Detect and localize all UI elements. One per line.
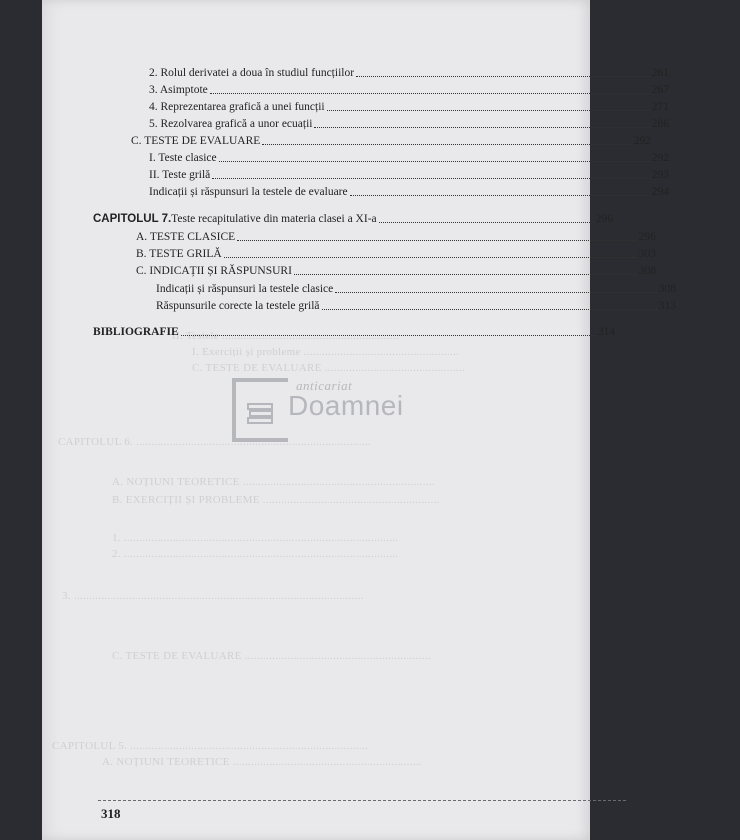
footer-rule bbox=[98, 800, 626, 803]
bleed-through-text: A. NOȚIUNI TEORETICE ............................................................... bbox=[112, 476, 435, 488]
toc-entry-page: 267 bbox=[651, 84, 669, 96]
toc-entry-page: 292 bbox=[633, 135, 651, 147]
page-number: 318 bbox=[101, 806, 121, 821]
dot-leader bbox=[262, 143, 631, 145]
toc-entry bbox=[42, 228, 656, 244]
toc-entry bbox=[42, 245, 656, 261]
dot-leader bbox=[219, 160, 650, 162]
toc-entry bbox=[42, 132, 651, 148]
dot-leader bbox=[327, 109, 650, 111]
dot-leader bbox=[294, 273, 637, 275]
toc-entry bbox=[42, 81, 669, 97]
toc-entry-page: 296 bbox=[638, 231, 656, 243]
dot-leader bbox=[335, 291, 657, 293]
toc-entry-title: Răspunsurile corecte la testele grilă bbox=[156, 300, 320, 312]
toc-entry-page: 296 bbox=[595, 213, 613, 225]
toc-entry bbox=[42, 323, 615, 339]
dot-leader bbox=[356, 75, 650, 77]
toc-entry bbox=[42, 297, 676, 313]
bleed-through-text: 2. .......................................................................................... bbox=[112, 548, 399, 560]
books-icon bbox=[246, 402, 274, 426]
dot-leader bbox=[350, 194, 650, 196]
bleed-through-text: CAPITOLUL 6. ............................................................................. bbox=[58, 436, 371, 448]
toc-entry-page: 261 bbox=[651, 67, 669, 79]
dot-leader bbox=[224, 256, 637, 258]
toc-entry-page: 313 bbox=[658, 300, 676, 312]
dot-leader bbox=[322, 308, 657, 310]
toc-entry bbox=[42, 64, 669, 80]
toc-entry bbox=[42, 262, 656, 278]
toc-entry-page: 293 bbox=[651, 169, 669, 181]
bleed-through-text: I. Exerciții și probleme ................................................... bbox=[192, 346, 460, 358]
chapter-label: CAPITOLUL 7. bbox=[93, 213, 172, 225]
book-page bbox=[42, 0, 676, 840]
toc-entry bbox=[42, 115, 669, 131]
bleed-through-text: CAPITOLUL 5. .............................................................................. bbox=[52, 740, 369, 752]
bleed-through-text: C. TESTE DE EVALUARE .............................................. bbox=[192, 362, 465, 374]
dot-leader bbox=[181, 334, 596, 336]
toc-entry-title: Indicații și răspunsuri la testele de evaluare bbox=[149, 186, 348, 198]
toc-entry-title: I. Teste clasice bbox=[149, 152, 217, 164]
toc-entry-title: Teste recapitulative din materia clasei a XI-a bbox=[171, 213, 377, 225]
toc-entry-title: 2. Rolul derivatei a doua în studiul funcțiilor bbox=[149, 67, 355, 79]
bleed-through-text: II. Testele .......................................................... bbox=[172, 330, 399, 342]
toc-entry-title: A. TESTE CLASICE bbox=[136, 231, 236, 243]
toc-entry-title: BIBLIOGRAFIE bbox=[93, 326, 179, 338]
toc-entry-title: Indicații și răspunsuri la testele clasice bbox=[156, 283, 334, 295]
bleed-through-text: B. EXERCIȚII ȘI PROBLEME .......................................................... bbox=[112, 494, 440, 506]
bleed-through-text: 1. .......................................................................................... bbox=[112, 532, 399, 544]
dot-leader bbox=[237, 239, 637, 241]
watermark-small-text: anticariat bbox=[296, 378, 353, 393]
toc-entry-page: 286 bbox=[651, 118, 669, 130]
toc-entry-page: 292 bbox=[651, 152, 669, 164]
toc-chapter-entry bbox=[42, 210, 613, 226]
dot-leader bbox=[212, 177, 649, 179]
toc-entry-page: 314 bbox=[597, 326, 615, 338]
toc-entry-title: 3. Asimptote bbox=[149, 84, 208, 96]
dot-leader bbox=[314, 126, 649, 128]
toc-entry-title: 5. Rezolvarea grafică a unor ecuații bbox=[149, 118, 313, 130]
toc-entry-page: 271 bbox=[651, 101, 669, 113]
bleed-through-text: C. TESTE DE EVALUARE ............................................................. bbox=[112, 650, 431, 662]
bleed-through-text: A. NOȚIUNI TEORETICE .............................................................. bbox=[102, 756, 422, 768]
toc-entry bbox=[42, 166, 669, 182]
toc-entry-page: 308 bbox=[658, 283, 676, 295]
toc-entry bbox=[42, 280, 676, 296]
toc-entry bbox=[42, 149, 669, 165]
toc-entry bbox=[42, 183, 669, 199]
toc-entry-title: B. TESTE GRILĂ bbox=[136, 248, 222, 260]
watermark-big-text: Doamnei bbox=[288, 390, 404, 421]
toc-entry-page: 308 bbox=[638, 265, 656, 277]
toc-entry-title: II. Teste grilă bbox=[149, 169, 211, 181]
dot-leader bbox=[379, 221, 594, 223]
toc-entry bbox=[42, 98, 669, 114]
dot-leader bbox=[210, 92, 650, 94]
watermark-logo bbox=[232, 372, 432, 452]
toc-entry-title: C. TESTE DE EVALUARE bbox=[131, 135, 261, 147]
toc-entry-page: 303 bbox=[638, 248, 656, 260]
bleed-through-text: 3. ............................................................................................... bbox=[62, 590, 364, 602]
toc-entry-page: 294 bbox=[651, 186, 669, 198]
toc-entry-title: C. INDICAȚII ȘI RĂSPUNSURI bbox=[136, 265, 292, 277]
toc-entry-title: 4. Reprezentarea grafică a unei funcții bbox=[149, 101, 325, 113]
